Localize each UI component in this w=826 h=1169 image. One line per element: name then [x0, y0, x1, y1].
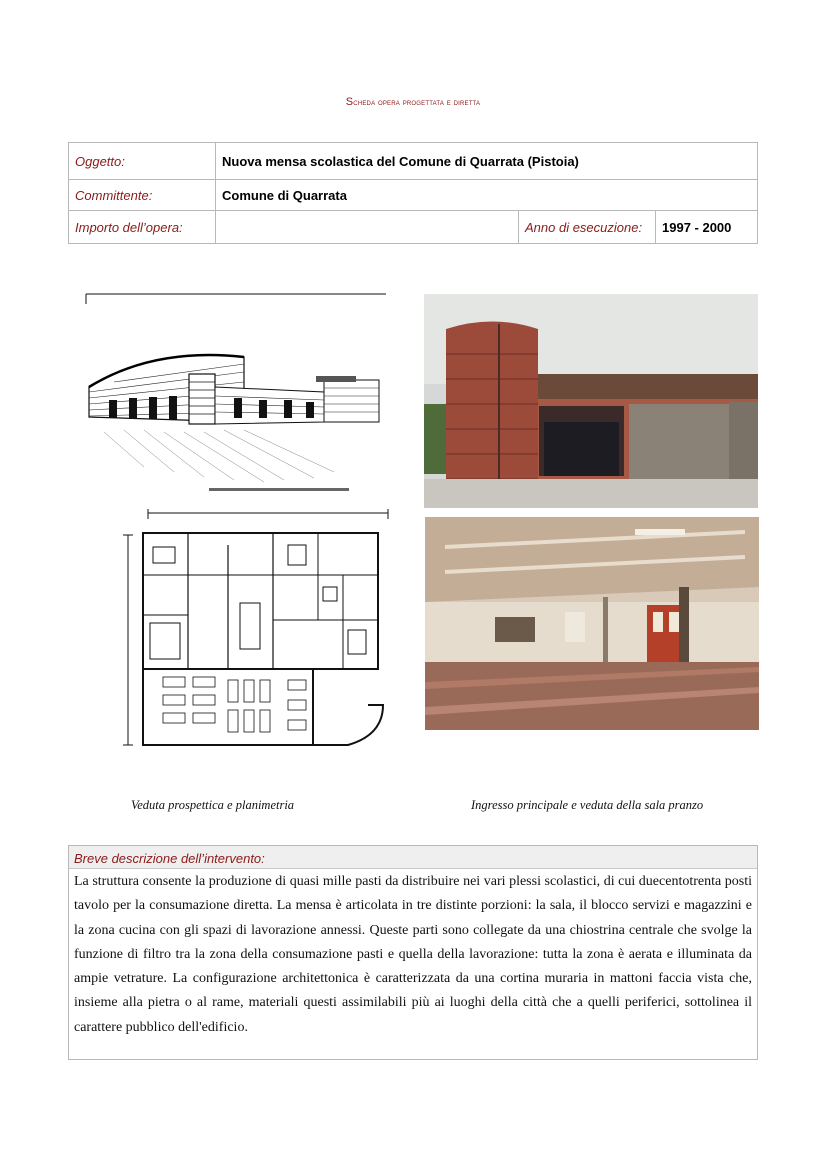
importo-label: Importo dell’opera:: [69, 211, 216, 244]
perspective-sketch-drawing: [84, 292, 392, 500]
floor-plan-drawing: [108, 505, 402, 763]
anno-value: 1997 - 2000: [656, 211, 758, 244]
caption-left: Veduta prospettica e planimetria: [131, 798, 295, 812]
description-title: Breve descrizione dell’intervento:: [69, 846, 757, 869]
committente-label: Committente:: [69, 180, 216, 211]
importo-value: [216, 211, 519, 244]
row-committente: [69, 180, 758, 211]
exterior-entrance-photo: [424, 294, 758, 508]
oggetto-value: Nuova mensa scolastica del Comune di Quarrata (Pistoia): [216, 143, 758, 180]
oggetto-label: Oggetto:: [69, 143, 216, 180]
anno-label: Anno di esecuzione:: [519, 211, 656, 244]
floor-plan-image: [108, 505, 402, 763]
document-header: [0, 96, 826, 108]
row-oggetto: [69, 143, 758, 180]
caption-right: Ingresso principale e veduta della sala pranzo: [471, 798, 704, 812]
dining-hall-photo: [425, 517, 759, 730]
perspective-sketch-image: [84, 292, 392, 500]
project-info-table: [68, 142, 758, 244]
header-rest: cheda opera progettata e diretta: [353, 97, 481, 107]
description-text: La struttura consente la produzione di quasi mille pasti da distribuire nei vari plessi scolastici, di cui duecentotrenta posti tavolo per la consumazione diretta. La mensa è articolata in tre distinte porzioni: la sala, il blocco servizi e magazzini e la zona cucina con gli spazi di lavorazione annessi. Queste parti sono collegate da una chiostrina centrale che svolge la funzione di filtro tra la zona della consumazione pasti e quella della lavorazione: tutta la zona è aerata e illuminata da ampie vetrature. La configurazione architettonica è caratterizzata da una cortina muraria in mattoni faccia vista che, insieme alla pietra o al rame, materiali questi assimilabili più ai luoghi della città che a quelli periferici, sottolinea il carattere pubblico dell'edificio.: [74, 874, 752, 1035]
interior-photo-render: [425, 517, 759, 730]
header-initial: S: [345, 96, 354, 108]
exterior-photo-render: [424, 294, 758, 508]
committente-value: Comune di Quarrata: [216, 180, 758, 211]
row-importo-anno: [69, 211, 758, 244]
description-box: [68, 845, 758, 1060]
